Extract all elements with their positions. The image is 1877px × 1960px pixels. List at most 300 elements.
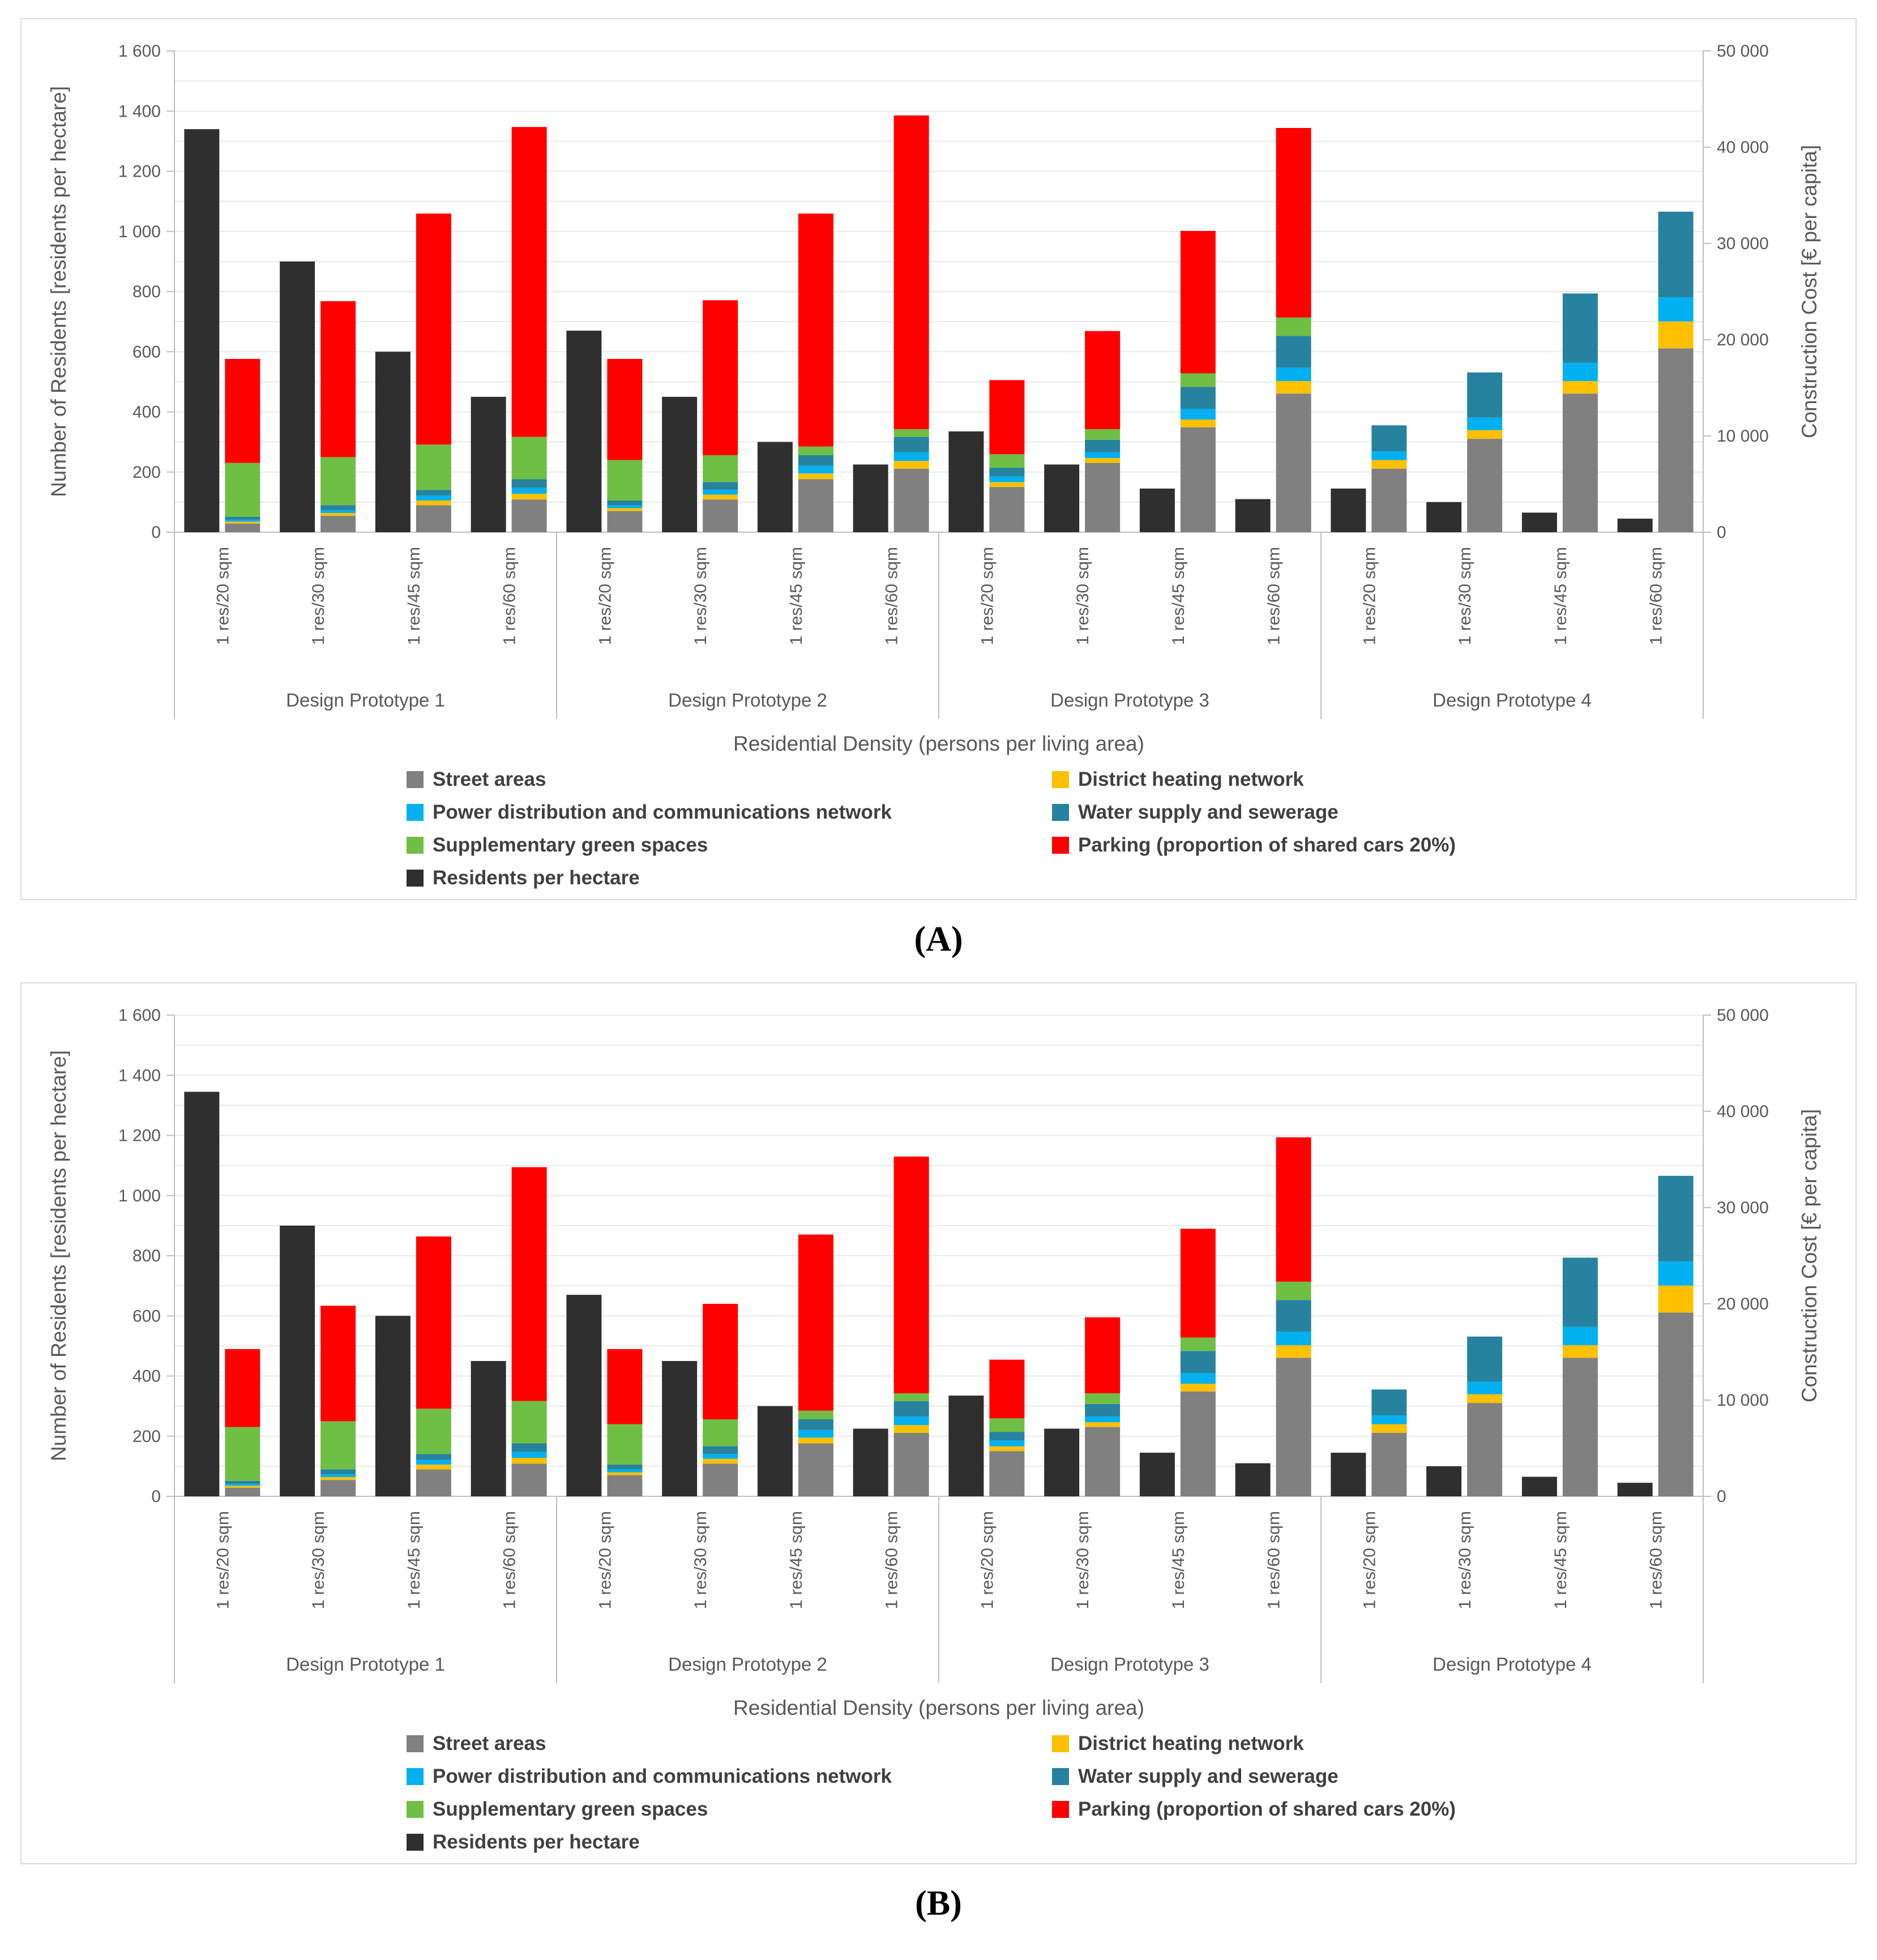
- cost-bar-segment: [511, 488, 546, 494]
- cost-bar-segment: [989, 454, 1024, 468]
- group-label: Design Prototype 1: [285, 1654, 445, 1675]
- cost-bar-segment: [1467, 1403, 1502, 1496]
- caption-a: (A): [914, 920, 963, 958]
- cost-bar-segment: [989, 1432, 1024, 1440]
- cost-bar-segment: [989, 1418, 1024, 1432]
- cost-bar-segment: [416, 1454, 451, 1460]
- cost-bar-segment: [416, 505, 451, 532]
- residents-bar: [853, 1428, 888, 1496]
- cost-bar-segment: [225, 1481, 260, 1484]
- cost-bar-segment: [1180, 1373, 1215, 1384]
- cost-bar-segment: [1658, 1176, 1693, 1261]
- cost-bar-segment: [225, 1486, 260, 1487]
- cost-bar-segment: [1085, 1416, 1120, 1422]
- cost-bar-segment: [893, 1433, 929, 1496]
- residents-bar: [757, 442, 792, 532]
- cost-bar-segment: [1658, 212, 1693, 297]
- legend-label: Parking (proportion of shared cars 20%): [1078, 1798, 1456, 1820]
- cost-bar-segment: [416, 495, 451, 500]
- legend-swatch: [1052, 837, 1069, 854]
- right-axis-title: Construction Cost [€ per capita]: [1797, 144, 1821, 439]
- right-axis-tick: 30 000: [1716, 1199, 1769, 1217]
- cost-bar-segment: [607, 511, 642, 532]
- cost-bar-segment: [1276, 1300, 1311, 1332]
- stacked-bar-chart-b: [33, 998, 1845, 1859]
- cost-bar-segment: [225, 1349, 260, 1427]
- cost-bar-segment: [1562, 1257, 1597, 1326]
- left-axis-tick: 1 200: [118, 162, 161, 181]
- cost-bar-segment: [320, 1474, 356, 1477]
- group-label: Design Prototype 3: [1050, 690, 1209, 711]
- cost-bar-segment: [1371, 1433, 1406, 1496]
- group-label: Design Prototype 2: [668, 690, 827, 711]
- residents-bar: [1426, 1466, 1461, 1496]
- cost-bar-segment: [320, 1306, 356, 1421]
- category-label: 1 res/45 sqm: [1169, 547, 1188, 645]
- cost-bar-segment: [320, 301, 356, 457]
- right-axis-tick: 40 000: [1716, 1102, 1769, 1121]
- cost-bar-segment: [798, 1430, 833, 1438]
- cost-bar-segment: [1085, 331, 1120, 429]
- cost-bar-segment: [416, 1236, 451, 1409]
- cost-bar-segment: [1467, 439, 1502, 532]
- cost-bar-segment: [1371, 469, 1406, 532]
- cost-bar-segment: [511, 1444, 546, 1452]
- cost-bar-segment: [511, 499, 546, 532]
- legend: [407, 1732, 1456, 1853]
- cost-bar-segment: [798, 1419, 833, 1430]
- legend-swatch: [1052, 804, 1069, 821]
- cost-bar-segment: [1180, 1338, 1215, 1351]
- bars: [184, 115, 1693, 532]
- cost-bar-segment: [1467, 1382, 1502, 1394]
- category-label: 1 res/30 sqm: [309, 547, 328, 645]
- cost-bar-segment: [1180, 231, 1215, 374]
- cost-bar-segment: [225, 524, 260, 532]
- cost-bar-segment: [320, 1480, 356, 1496]
- cost-bar-segment: [798, 473, 833, 479]
- chart-panel-a: [20, 18, 1857, 900]
- left-axis-tick: 800: [132, 283, 161, 301]
- cost-bar-segment: [320, 510, 356, 513]
- cost-bar-segment: [989, 482, 1024, 487]
- category-label: 1 res/20 sqm: [213, 1511, 232, 1610]
- legend-label: Power distribution and communications network: [432, 801, 892, 823]
- cost-bar-segment: [703, 499, 738, 532]
- category-label: 1 res/60 sqm: [882, 547, 901, 645]
- cost-bar-segment: [703, 300, 738, 455]
- category-label: 1 res/60 sqm: [500, 1511, 519, 1610]
- left-axis-tick: 1 400: [118, 1066, 161, 1085]
- residents-bar: [662, 1361, 697, 1496]
- cost-bar-segment: [1467, 430, 1502, 439]
- cost-bar-segment: [320, 516, 356, 532]
- residents-bar: [375, 352, 410, 532]
- cost-bar-segment: [989, 1451, 1024, 1496]
- category-label: 1 res/45 sqm: [1169, 1511, 1188, 1610]
- residents-bar: [566, 331, 601, 532]
- cost-bar-segment: [703, 1419, 738, 1447]
- group-label: Design Prototype 2: [668, 1654, 827, 1675]
- cost-bar-segment: [798, 1235, 833, 1411]
- residents-bar: [471, 397, 506, 532]
- chart-panel-b: [20, 982, 1857, 1864]
- x-axis-title: Residential Density (persons per living area): [733, 1696, 1144, 1719]
- cost-bar-segment: [511, 437, 546, 480]
- cost-bar-segment: [607, 1475, 642, 1496]
- residents-bar: [375, 1316, 410, 1496]
- cost-bar-segment: [1658, 348, 1693, 532]
- legend-swatch: [1052, 1735, 1069, 1752]
- cost-bar-segment: [1371, 1415, 1406, 1424]
- residents-bar: [471, 1361, 506, 1496]
- cost-bar-segment: [1085, 440, 1120, 452]
- group-label: Design Prototype 3: [1050, 1654, 1209, 1675]
- cost-bar-segment: [1276, 1137, 1311, 1282]
- cost-bar-segment: [1085, 452, 1120, 458]
- cost-bar-segment: [1276, 1345, 1311, 1358]
- cost-bar-segment: [416, 1469, 451, 1496]
- right-axis-tick: 10 000: [1716, 1391, 1769, 1410]
- cost-bar-segment: [607, 460, 642, 500]
- cost-bar-segment: [1180, 1392, 1215, 1496]
- cost-bar-segment: [1371, 460, 1406, 469]
- cost-bar-segment: [703, 1463, 738, 1496]
- cost-bar-segment: [893, 461, 929, 469]
- cost-bar-segment: [607, 508, 642, 511]
- cost-bar-segment: [607, 1469, 642, 1472]
- cost-bar-segment: [1562, 293, 1597, 362]
- left-axis-title: Number of Residents [residents per hectare]: [46, 1050, 70, 1461]
- cost-bar-segment: [1371, 1424, 1406, 1433]
- right-axis-tick: 50 000: [1716, 42, 1769, 61]
- cost-bar-segment: [1276, 128, 1311, 318]
- cost-bar-segment: [703, 455, 738, 482]
- right-axis-tick: 20 000: [1716, 331, 1769, 349]
- cost-bar-segment: [607, 1473, 642, 1475]
- cost-bar-segment: [798, 1411, 833, 1419]
- residents-bar: [1235, 1463, 1270, 1496]
- cost-bar-segment: [893, 1157, 929, 1393]
- caption-b: (B): [915, 1884, 962, 1923]
- cost-bar-segment: [511, 1401, 546, 1444]
- cost-bar-segment: [703, 1459, 738, 1464]
- cost-bar-segment: [1276, 381, 1311, 393]
- cost-bar-segment: [989, 380, 1024, 454]
- cost-bar-segment: [893, 1425, 929, 1433]
- group-label: Design Prototype 4: [1432, 1654, 1592, 1675]
- cost-bar-segment: [893, 469, 929, 532]
- left-axis-tick: 400: [132, 1367, 161, 1386]
- category-label: 1 res/45 sqm: [1551, 1511, 1570, 1610]
- category-label: 1 res/30 sqm: [1455, 547, 1474, 645]
- cost-bar-segment: [416, 1465, 451, 1470]
- cost-bar-segment: [607, 1349, 642, 1424]
- cost-bar-segment: [1180, 387, 1215, 409]
- right-axis-tick: 0: [1716, 523, 1726, 542]
- cost-bar-segment: [989, 1447, 1024, 1452]
- cost-bar-segment: [1562, 1327, 1597, 1345]
- legend-label: Supplementary green spaces: [432, 834, 708, 856]
- category-label: 1 res/60 sqm: [1647, 547, 1666, 645]
- cost-bar-segment: [1658, 1261, 1693, 1286]
- residents-bar: [1044, 1428, 1079, 1496]
- cost-bar-segment: [1276, 393, 1311, 532]
- cost-bar-segment: [989, 487, 1024, 532]
- category-label: 1 res/30 sqm: [691, 547, 710, 645]
- category-label: 1 res/45 sqm: [786, 1511, 806, 1610]
- cost-bar-segment: [225, 1484, 260, 1486]
- cost-bar-segment: [1276, 1282, 1311, 1300]
- residents-bar: [1617, 1483, 1652, 1496]
- cost-bar-segment: [1085, 458, 1120, 463]
- residents-bar: [948, 1396, 984, 1496]
- cost-bar-segment: [320, 1469, 356, 1474]
- category-label: 1 res/20 sqm: [595, 547, 614, 645]
- left-axis-tick: 1 400: [118, 102, 161, 121]
- cost-bar-segment: [798, 480, 833, 533]
- cost-bar-segment: [1085, 1404, 1120, 1416]
- residents-bar: [566, 1295, 601, 1496]
- cost-bar-segment: [989, 1360, 1024, 1419]
- category-label: 1 res/20 sqm: [1359, 547, 1379, 645]
- cost-bar-segment: [1467, 1394, 1502, 1403]
- category-label: 1 res/45 sqm: [404, 1511, 424, 1610]
- cost-bar-segment: [225, 1488, 260, 1496]
- cost-bar-segment: [703, 1304, 738, 1419]
- group-label: Design Prototype 1: [285, 690, 445, 711]
- cost-bar-segment: [511, 1452, 546, 1458]
- cost-bar-segment: [1562, 1358, 1597, 1496]
- residents-bar: [1331, 1453, 1366, 1496]
- cost-bar-segment: [989, 476, 1024, 482]
- left-axis-tick: 1 200: [118, 1126, 161, 1145]
- left-axis-tick: 1 000: [118, 1186, 161, 1205]
- cost-bar-segment: [1658, 297, 1693, 322]
- residents-bar: [1044, 464, 1079, 532]
- legend-swatch: [407, 1768, 424, 1785]
- cost-bar-segment: [989, 468, 1024, 476]
- cost-bar-segment: [1180, 1351, 1215, 1373]
- legend-swatch: [1052, 1768, 1069, 1785]
- legend-swatch: [407, 870, 424, 887]
- cost-bar-segment: [1467, 373, 1502, 418]
- legend-label: Water supply and sewerage: [1078, 1765, 1339, 1787]
- cost-bar-segment: [893, 1401, 929, 1416]
- legend-label: Supplementary green spaces: [432, 1798, 708, 1820]
- right-axis-tick: 20 000: [1716, 1295, 1769, 1313]
- residents-bar: [1521, 1477, 1557, 1496]
- right-axis-tick: 30 000: [1716, 234, 1769, 253]
- legend-label: District heating network: [1078, 1732, 1304, 1754]
- category-label: 1 res/60 sqm: [1647, 1511, 1666, 1610]
- figure-page: [0, 18, 1877, 1924]
- cost-bar-segment: [320, 1421, 356, 1469]
- cost-bar-segment: [798, 466, 833, 474]
- cost-bar-segment: [1467, 418, 1502, 430]
- left-axis-tick: 800: [132, 1247, 161, 1265]
- cost-bar-segment: [1276, 367, 1311, 381]
- cost-bar-segment: [1180, 374, 1215, 387]
- left-axis-tick: 1 600: [118, 42, 161, 61]
- cost-bar-segment: [225, 521, 260, 523]
- cost-bar-segment: [893, 429, 929, 437]
- cost-bar-segment: [320, 457, 356, 505]
- left-axis-tick: 600: [132, 1307, 161, 1326]
- cost-bar-segment: [1180, 1229, 1215, 1337]
- legend-label: Water supply and sewerage: [1078, 801, 1339, 823]
- right-axis-tick: 10 000: [1716, 427, 1769, 446]
- residents-bar: [757, 1406, 792, 1496]
- legend-label: District heating network: [1078, 768, 1304, 790]
- category-label: 1 res/30 sqm: [1073, 1511, 1092, 1610]
- cost-bar-segment: [225, 517, 260, 520]
- cost-bar-segment: [1085, 1422, 1120, 1427]
- cost-bar-segment: [225, 359, 260, 463]
- residents-bar: [662, 397, 697, 532]
- right-axis-tick: 0: [1716, 1487, 1726, 1506]
- category-label: 1 res/30 sqm: [1455, 1511, 1474, 1610]
- cost-bar-segment: [416, 444, 451, 490]
- cost-bar-segment: [1085, 1393, 1120, 1404]
- legend-swatch: [407, 1834, 424, 1851]
- cost-bar-segment: [703, 1447, 738, 1454]
- left-axis-tick: 1 000: [118, 222, 161, 241]
- residents-bar: [184, 1092, 219, 1496]
- cost-bar-segment: [893, 452, 929, 461]
- cost-bar-segment: [1085, 429, 1120, 440]
- legend-swatch: [407, 804, 424, 821]
- legend-label: Residents per hectare: [432, 867, 640, 889]
- cost-bar-segment: [1276, 1332, 1311, 1345]
- cost-bar-segment: [1658, 1312, 1693, 1496]
- left-axis-tick: 200: [132, 1427, 161, 1446]
- cost-bar-segment: [1562, 363, 1597, 381]
- legend-swatch: [407, 771, 424, 788]
- residents-bar: [1235, 499, 1270, 532]
- left-axis-tick: 200: [132, 463, 161, 482]
- cost-bar-segment: [511, 127, 546, 436]
- cost-bar-segment: [416, 500, 451, 506]
- cost-bar-segment: [416, 1460, 451, 1465]
- left-axis-tick: 0: [151, 523, 161, 542]
- residents-bar: [184, 129, 219, 532]
- cost-bar-segment: [798, 1444, 833, 1497]
- cost-bar-segment: [511, 1463, 546, 1496]
- cost-bar-segment: [607, 1465, 642, 1470]
- legend-label: Street areas: [432, 768, 546, 790]
- left-axis-title: Number of Residents [residents per hectare]: [46, 86, 70, 497]
- legend-label: Street areas: [432, 1732, 546, 1754]
- cost-bar-segment: [607, 500, 642, 506]
- cost-bar-segment: [511, 1458, 546, 1463]
- category-label: 1 res/20 sqm: [213, 547, 232, 645]
- cost-bar-segment: [1562, 1345, 1597, 1358]
- legend-swatch: [1052, 771, 1069, 788]
- cost-bar-segment: [416, 1409, 451, 1454]
- cost-bar-segment: [1276, 318, 1311, 336]
- right-axis-tick: 40 000: [1716, 138, 1769, 157]
- cost-bar-segment: [511, 494, 546, 499]
- residents-bar: [1331, 489, 1366, 532]
- residents-bar: [1521, 512, 1557, 532]
- category-label: 1 res/60 sqm: [1264, 547, 1284, 645]
- residents-bar: [1617, 519, 1652, 532]
- category-label: 1 res/20 sqm: [977, 547, 997, 645]
- cost-bar-segment: [1562, 393, 1597, 532]
- cost-bar-segment: [320, 513, 356, 516]
- cost-bar-segment: [225, 463, 260, 517]
- category-label: 1 res/45 sqm: [1551, 547, 1570, 645]
- cost-bar-segment: [1276, 1358, 1311, 1496]
- category-label: 1 res/30 sqm: [309, 1511, 328, 1610]
- cost-bar-segment: [1085, 463, 1120, 532]
- left-axis-tick: 0: [151, 1487, 161, 1506]
- cost-bar-segment: [1658, 322, 1693, 349]
- cost-bar-segment: [703, 495, 738, 500]
- cost-bar-segment: [1371, 451, 1406, 460]
- residents-bar: [948, 431, 984, 532]
- legend-swatch: [407, 1801, 424, 1818]
- cost-bar-segment: [416, 213, 451, 444]
- legend-swatch: [1052, 1801, 1069, 1818]
- cost-bar-segment: [320, 1477, 356, 1480]
- cost-bar-segment: [1467, 1337, 1502, 1382]
- stacked-bar-chart-a: [33, 34, 1845, 895]
- cost-bar-segment: [893, 1416, 929, 1425]
- legend-label: Residents per hectare: [432, 1831, 640, 1853]
- x-axis-title: Residential Density (persons per living area): [733, 732, 1144, 755]
- cost-bar-segment: [989, 1440, 1024, 1446]
- residents-bar: [1139, 489, 1174, 532]
- cost-bar-segment: [1085, 1317, 1120, 1393]
- category-label: 1 res/60 sqm: [882, 1511, 901, 1610]
- cost-bar-segment: [1658, 1286, 1693, 1313]
- category-label: 1 res/20 sqm: [595, 1511, 614, 1610]
- cost-bar-segment: [1180, 427, 1215, 532]
- cost-bar-segment: [1180, 1384, 1215, 1392]
- cost-bar-segment: [703, 1454, 738, 1459]
- cost-bar-segment: [798, 213, 833, 446]
- category-label: 1 res/30 sqm: [691, 1511, 710, 1610]
- residents-bar: [853, 464, 888, 532]
- left-axis-tick: 600: [132, 343, 161, 362]
- cost-bar-segment: [1562, 381, 1597, 393]
- cost-bar-segment: [1276, 336, 1311, 367]
- cost-bar-segment: [511, 480, 546, 488]
- cost-bar-segment: [798, 455, 833, 466]
- legend-label: Power distribution and communications network: [432, 1765, 892, 1787]
- group-label: Design Prototype 4: [1432, 690, 1592, 711]
- cost-bar-segment: [893, 115, 929, 429]
- cost-bar-segment: [1180, 409, 1215, 420]
- category-label: 1 res/45 sqm: [404, 547, 424, 645]
- residents-bar: [1139, 1453, 1174, 1496]
- cost-bar-segment: [607, 1424, 642, 1465]
- cost-bar-segment: [607, 505, 642, 508]
- left-axis-tick: 400: [132, 403, 161, 422]
- cost-bar-segment: [798, 1437, 833, 1443]
- cost-bar-segment: [1180, 420, 1215, 427]
- cost-bar-segment: [416, 490, 451, 495]
- right-axis-tick: 50 000: [1716, 1006, 1769, 1025]
- cost-bar-segment: [703, 490, 738, 495]
- category-label: 1 res/60 sqm: [500, 547, 519, 645]
- residents-bar: [280, 1226, 315, 1496]
- cost-bar-segment: [320, 505, 356, 510]
- cost-bar-segment: [1085, 1427, 1120, 1496]
- category-label: 1 res/20 sqm: [977, 1511, 997, 1610]
